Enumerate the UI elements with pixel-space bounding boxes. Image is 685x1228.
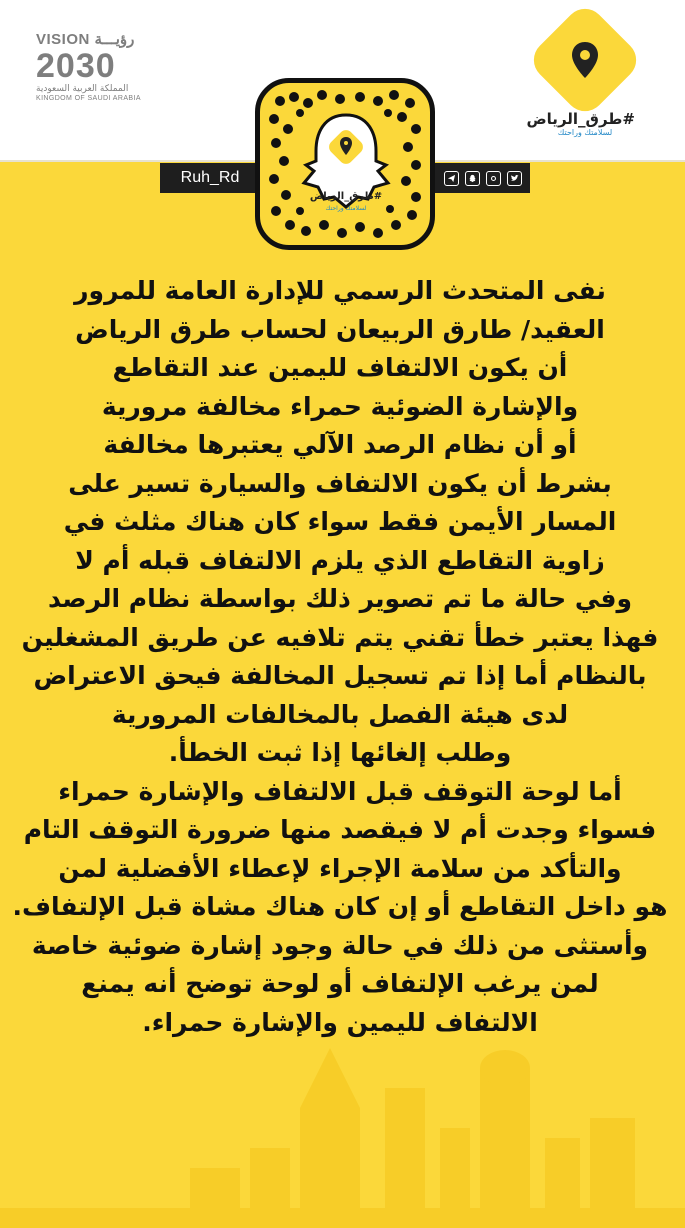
body-line: أو أن نظام الرصد الآلي يعتبرها مخالفة [103, 430, 577, 459]
snapchat-handle: Ruh_Rd [180, 169, 240, 186]
location-pin-icon [570, 40, 600, 80]
snapchat-icon [465, 171, 480, 186]
vision-logo-line4: KINGDOM OF SAUDI ARABIA [36, 95, 141, 102]
body-line: لمن يرغب الإلتفاف أو لوحة توضح أنه يمنع [81, 969, 599, 998]
body-line: وفي حالة ما تم تصوير ذلك بواسطة نظام الرصد [47, 584, 633, 613]
body-line: بشرط أن يكون الالتفاف والسيارة تسير على [68, 468, 612, 498]
body-line: فسواء وجدت أم لا فيقصد منها ضرورة التوقف التام [23, 815, 657, 844]
vision-logo-line2: 2030 [36, 47, 116, 85]
riyadh-roads-logo [526, 18, 635, 148]
twitter-icon [507, 171, 522, 186]
vision-logo-line3: المملكة العربية السعودية [36, 84, 129, 94]
vision-logo-line1: VISION رؤيـــة [36, 31, 135, 48]
snapcode[interactable] [255, 78, 435, 250]
body-line: وأستثى من ذلك في حالة وجود إشارة ضوئية خاصة [31, 930, 649, 960]
snapcode-ghost-label: #طرق_الرياض [309, 191, 383, 202]
vision-2030-logo [36, 30, 146, 110]
instagram-icon [486, 171, 501, 186]
body-line: زاوية التقاطع الذي يلزم الالتفاف قبله أم لا [75, 545, 605, 575]
riyadh-skyline-watermark [0, 1028, 685, 1228]
body-line: العقيد/ طارق الربيعان لحساب طرق الرياض [75, 314, 605, 344]
body-line: فهذا يعتبر خطأ تقني يتم تلافيه عن طريق المشغلين [21, 622, 659, 652]
snapchat-ghost-icon [300, 111, 392, 219]
telegram-icon [444, 171, 459, 186]
body-line: والتأكد من سلامة الإجراء لإعطاء الأفضلية لمن [58, 853, 622, 883]
body-line: أن يكون الالتفاف لليمين عند التقاطع [112, 353, 568, 382]
body-line: هو داخل التقاطع أو إن كان هناك مشاة قبل الإلتفاف. [12, 892, 668, 921]
snapchat-handle-bar [160, 163, 260, 193]
statement-text [6, 272, 674, 1042]
body-line: والإشارة الضوئية حمراء مخالفة مرورية [101, 391, 579, 421]
social-icons-bar [435, 163, 530, 193]
snapcode-ghost-sub: لسلامتك وراحتك [325, 205, 367, 212]
body-line: أما لوحة التوقف قبل الالتفاف والإشارة حمراء [58, 776, 622, 806]
body-line: الالتفاف لليمين والإشارة حمراء. [142, 1007, 538, 1037]
body-line: نفى المتحدث الرسمي للإدارة العامة للمرور [74, 276, 606, 305]
brand-name: #طرق_الرياض [526, 110, 635, 128]
body-line: وطلب إلغائها إذا ثبت الخطأ. [168, 738, 512, 767]
brand-tagline: لسلامتك وراحتك [557, 128, 613, 137]
brand-badge [526, 1, 645, 120]
body-line: لدى هيئة الفصل بالمخالفات المرورية [111, 699, 569, 729]
body-line: المسار الأيمن فقط سواء كان هناك مثلث في [63, 507, 617, 536]
body-line: بالنظام أما إذا تم تسجيل المخالفة فيحق الاعتراض [33, 661, 647, 690]
